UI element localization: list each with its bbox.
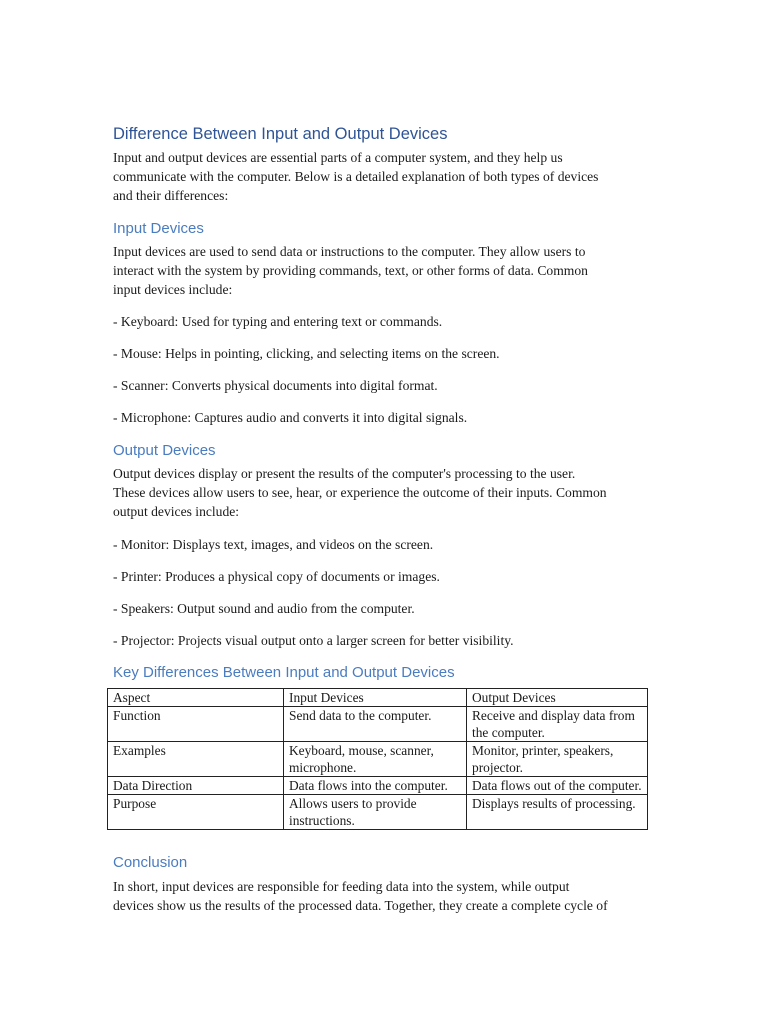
output-para-line: output devices include: (113, 504, 240, 519)
output-para-line: These devices allow users to see, hear, or experience the outcome of their inputs. Common (113, 485, 607, 500)
table-row (108, 777, 648, 795)
table-cell: Receive and display data from the computer. (467, 707, 648, 742)
table-cell: Displays results of processing. (467, 795, 648, 830)
table-header: Input Devices (284, 689, 467, 707)
table-row (108, 742, 648, 777)
table-header: Aspect (108, 689, 284, 707)
table-cell: Purpose (108, 795, 284, 830)
input-para-line: interact with the system by providing commands, text, or other forms of data. Common (113, 263, 588, 278)
list-item: - Speakers: Output sound and audio from the computer. (113, 601, 415, 616)
list-item: - Monitor: Displays text, images, and videos on the screen. (113, 537, 434, 552)
table-cell: Data flows into the computer. (284, 777, 467, 795)
table-cell: Examples (108, 742, 284, 777)
list-item: - Keyboard: Used for typing and entering text or commands. (113, 314, 443, 329)
input-para-line: Input devices are used to send data or instructions to the computer. They allow users to (113, 244, 586, 259)
intro-line: Input and output devices are essential parts of a computer system, and they help us (113, 150, 563, 165)
input-para-line: input devices include: (113, 282, 233, 297)
conclusion-line: In short, input devices are responsible for feeding data into the system, while output (113, 879, 570, 894)
list-item: - Scanner: Converts physical documents into digital format. (113, 378, 438, 393)
list-item: - Microphone: Captures audio and converts it into digital signals. (113, 410, 468, 425)
table-header-row (108, 689, 648, 707)
intro-line: communicate with the computer. Below is a detailed explanation of both types of devices (113, 169, 599, 184)
conclusion-heading: Conclusion (113, 854, 188, 871)
table-cell: Keyboard, mouse, scanner, microphone. (284, 742, 467, 777)
differences-table (107, 688, 648, 830)
table-cell: Monitor, printer, speakers, projector. (467, 742, 648, 777)
table-cell: Function (108, 707, 284, 742)
list-item: - Mouse: Helps in pointing, clicking, and selecting items on the screen. (113, 346, 500, 361)
page-title: Difference Between Input and Output Devices (113, 125, 448, 143)
output-para-line: Output devices display or present the results of the computer's processing to the user. (113, 466, 576, 481)
output-devices-heading: Output Devices (113, 442, 216, 459)
table-row (108, 707, 648, 742)
input-devices-heading: Input Devices (113, 220, 204, 237)
table-cell: Send data to the computer. (284, 707, 467, 742)
list-item: - Printer: Produces a physical copy of documents or images. (113, 569, 440, 584)
table-cell: Allows users to provide instructions. (284, 795, 467, 830)
table-header: Output Devices (467, 689, 648, 707)
table-cell: Data Direction (108, 777, 284, 795)
intro-line: and their differences: (113, 188, 229, 203)
key-differences-heading: Key Differences Between Input and Output Devices (113, 664, 455, 681)
table-cell: Data flows out of the computer. (467, 777, 648, 795)
list-item: - Projector: Projects visual output onto a larger screen for better visibility. (113, 633, 514, 648)
table-row (108, 795, 648, 830)
conclusion-line: devices show us the results of the processed data. Together, they create a complete cycle of (113, 898, 608, 913)
